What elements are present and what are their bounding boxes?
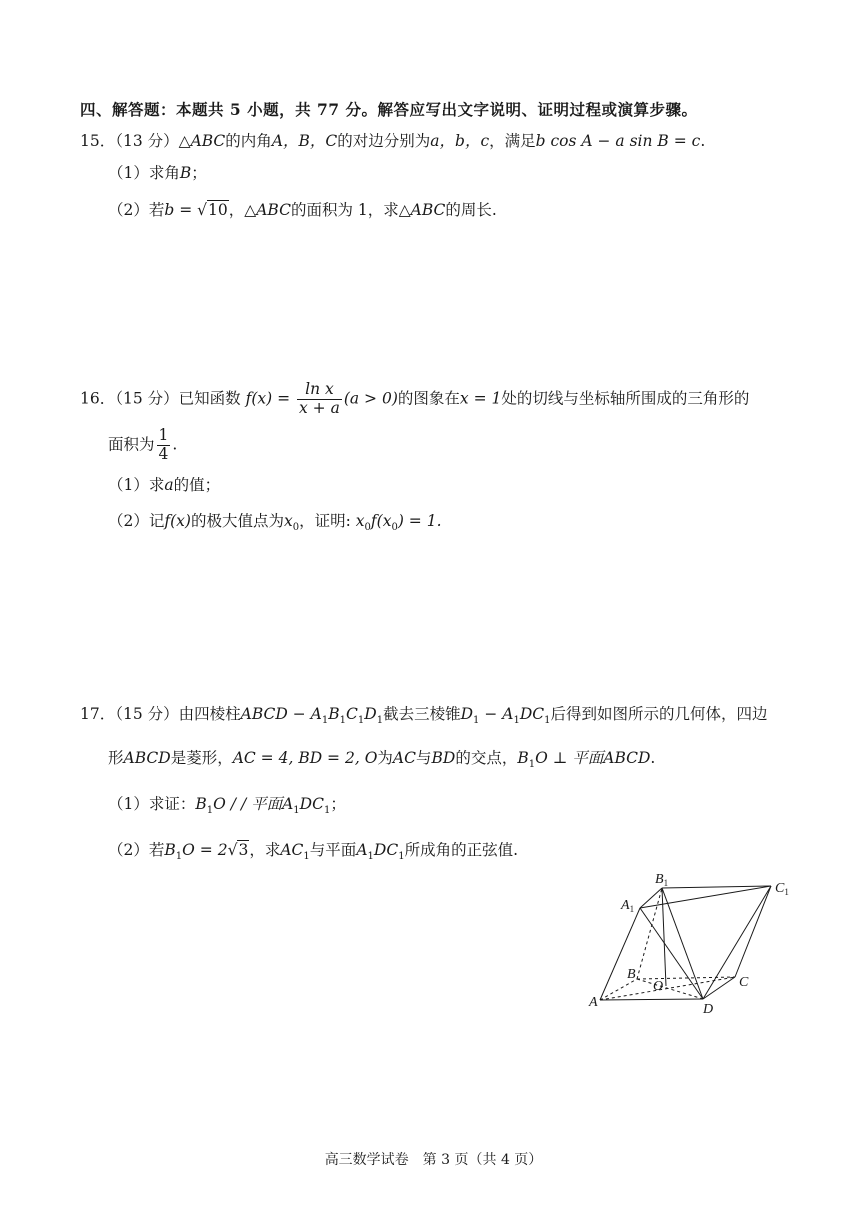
math-expr: ) = 1.	[397, 512, 442, 530]
text: △	[178, 132, 191, 150]
text: 的值；	[173, 476, 221, 494]
text: 截去三棱锥	[383, 705, 461, 723]
math-var: ABC	[190, 132, 226, 150]
edge-b1-d	[662, 888, 703, 999]
text: 与平面	[309, 841, 357, 859]
subscript: 1	[376, 715, 384, 727]
subscript: 1	[303, 851, 310, 863]
math-var: ABCD	[603, 749, 651, 767]
label-o: O	[653, 979, 664, 994]
math-condition: (a > 0)	[343, 389, 398, 408]
subscript: 1	[513, 715, 520, 727]
question-16-part-2	[108, 514, 442, 533]
part-label: （2）	[108, 512, 149, 530]
text: 求	[148, 476, 165, 494]
subscript: 1	[528, 759, 536, 771]
text: 求角	[148, 164, 180, 182]
math-var: D	[460, 705, 474, 723]
math-var: x	[283, 512, 293, 530]
label-d: D	[703, 1002, 714, 1017]
subscript: 1	[339, 715, 346, 727]
math-var: D	[299, 795, 313, 813]
text: 形	[108, 749, 124, 767]
subscript: 0	[292, 522, 300, 534]
math-fraction	[297, 381, 342, 418]
text: .	[700, 132, 706, 150]
math-var: B	[195, 795, 207, 813]
text: 的周长.	[445, 201, 497, 219]
question-number: 17．	[80, 705, 116, 723]
subscript: 1	[206, 805, 214, 817]
fraction-numerator: 1	[158, 426, 169, 444]
subscript: 1	[544, 715, 551, 727]
subscript: 1	[321, 715, 329, 727]
subscript: 1	[398, 851, 405, 863]
question-number: 16．	[80, 389, 116, 408]
math-expr: O / / 平面	[213, 795, 283, 813]
math-var: AC	[392, 749, 416, 767]
text: ，求	[249, 841, 281, 859]
text: 若	[148, 841, 165, 859]
text: 若	[148, 201, 165, 219]
math-var: x	[355, 512, 365, 530]
math-var: ABCD	[123, 749, 171, 767]
text: 求证：	[148, 795, 196, 813]
math-var: A	[282, 795, 294, 813]
text: 已知函数	[178, 389, 241, 408]
section-heading: 四、解答题：本题共 5 小题，共 77 分。解答应写出文字说明、证明过程或演算步骤。	[80, 100, 698, 119]
edge-b1-o	[662, 888, 666, 986]
label-c: C	[739, 975, 749, 990]
math-func: f(x)	[164, 512, 191, 530]
question-16-part-1	[108, 478, 220, 494]
question-score: （15 分）	[115, 705, 179, 723]
text: ，证明:	[299, 512, 351, 530]
math-var: C	[532, 705, 545, 723]
math-var: B	[517, 749, 529, 767]
label-a: A	[589, 995, 598, 1010]
text: ；	[330, 795, 346, 813]
question-16-stem-line-2	[108, 427, 177, 464]
edge-c-c1	[735, 886, 771, 977]
text: 由四棱柱	[178, 705, 241, 723]
edge-b1-c1	[662, 886, 771, 888]
text: 与	[415, 749, 432, 767]
math-var: ABC	[410, 201, 446, 219]
text: 的极大值点为	[190, 512, 284, 530]
math-var: a	[164, 476, 174, 494]
question-17-stem-line-2	[108, 751, 655, 770]
text: ；	[191, 164, 207, 182]
text: .	[172, 435, 178, 454]
math-var: ABCD − A	[240, 705, 322, 723]
part-label: （1）	[108, 795, 149, 813]
edge-a1-d	[640, 908, 703, 999]
math-var: C	[346, 705, 358, 723]
fraction-denominator: x + a	[299, 398, 340, 417]
math-sqrt: 10	[208, 201, 228, 219]
subscript: 1	[473, 715, 480, 727]
math-var: ABC	[256, 201, 291, 219]
math-var: C	[386, 841, 399, 859]
math-var: D	[519, 705, 533, 723]
edge-d-c	[703, 977, 735, 999]
subscript: 1	[357, 715, 365, 727]
math-func: f(x	[370, 512, 392, 530]
subscript: 0	[364, 522, 371, 534]
math-var: BD	[431, 749, 456, 767]
question-17-part-2: （2）若$B_1O = 2√3$，求$AC_1$与平面$A_1DC_1$所成角的正弦值.	[108, 841, 519, 863]
edge-b-c	[637, 977, 735, 979]
text: ，△	[228, 201, 257, 219]
math-var: B	[328, 705, 340, 723]
text: 处的切线与坐标轴所围成的三角形的	[501, 389, 750, 408]
subscript: 1	[175, 851, 183, 863]
part-label: （1）	[108, 164, 149, 182]
math-equation: b cos A − a sin B = c	[535, 132, 701, 150]
math-var: x = 1	[459, 389, 502, 408]
text: 为	[377, 749, 393, 767]
question-15-stem	[80, 134, 705, 150]
math-func: f(x) =	[245, 389, 296, 408]
question-score: （13 分）	[115, 132, 179, 150]
part-label: （2）	[108, 841, 149, 859]
math-var: a，b，c	[430, 132, 490, 150]
text: 的图象在	[397, 389, 460, 408]
text: 的交点，	[455, 749, 518, 767]
math-var: A	[502, 705, 514, 723]
fraction-numerator: ln x	[297, 381, 342, 400]
math-sqrt: 3	[238, 841, 249, 859]
text: 的内角	[225, 132, 272, 150]
text: 的面积为 1，求△	[290, 201, 411, 219]
label-b: B	[627, 967, 636, 982]
question-number: 15．	[80, 132, 116, 150]
text: 记	[148, 512, 165, 530]
question-16-stem	[80, 381, 749, 418]
edge-a1-a	[600, 908, 640, 1000]
math-var: B	[179, 164, 192, 182]
math-equation: AC = 4, BD = 2, O	[232, 749, 378, 767]
question-15-part-2: （2）若b = √10，△ABC的面积为 1，求△ABC的周长.	[108, 201, 497, 219]
subscript: 1	[323, 805, 331, 817]
question-15-part-1	[108, 166, 207, 182]
subscript: 0	[391, 522, 398, 534]
part-label: （1）	[108, 476, 149, 494]
text: 是菱形，	[170, 749, 233, 767]
page-footer: 高三数学试卷 第 3 页（共 4 页）	[324, 1152, 543, 1168]
math-var: A	[356, 841, 368, 859]
math-var: A，B，C	[271, 132, 338, 150]
text: 所成角的正弦值.	[404, 841, 519, 859]
question-17-stem: 17．（15 分）由四棱柱ABCD − $A_1B_1C_1D_1$截去三棱锥$D_1 - A_1DC_1$后得到如图所示的几何体，四边	[80, 705, 768, 727]
diagonal-bd	[637, 979, 703, 999]
text: 面积为	[108, 435, 155, 454]
math-var: b =	[164, 201, 198, 219]
edge-a-d	[600, 999, 703, 1000]
label-a1: $A_1$	[621, 898, 635, 914]
subscript: 1	[293, 805, 300, 817]
label-c1: $C_1$	[775, 881, 789, 897]
text: .	[650, 749, 656, 767]
math-expr: O ⊥ 平面	[535, 749, 604, 767]
edge-d-c1	[703, 886, 771, 999]
text: 的对边分别为	[337, 132, 431, 150]
text: ，满足	[489, 132, 536, 150]
fraction-denominator: 4	[158, 444, 169, 463]
text: 后得到如图所示的几何体，四边	[550, 705, 768, 723]
subscript: 1	[367, 851, 374, 863]
question-score: （15 分）	[115, 389, 179, 408]
math-var: D	[373, 841, 387, 859]
question-17-part-1	[108, 797, 346, 816]
part-label: （2）	[108, 201, 149, 219]
math-var: AC	[280, 841, 304, 859]
math-expr: O = 2	[182, 841, 228, 859]
math-var: D	[364, 705, 377, 723]
math-fraction	[157, 427, 171, 464]
math-var: B	[164, 841, 176, 859]
label-b1: $B_1$	[655, 872, 669, 888]
math-var: C	[312, 795, 324, 813]
geometry-figure	[585, 868, 800, 1018]
